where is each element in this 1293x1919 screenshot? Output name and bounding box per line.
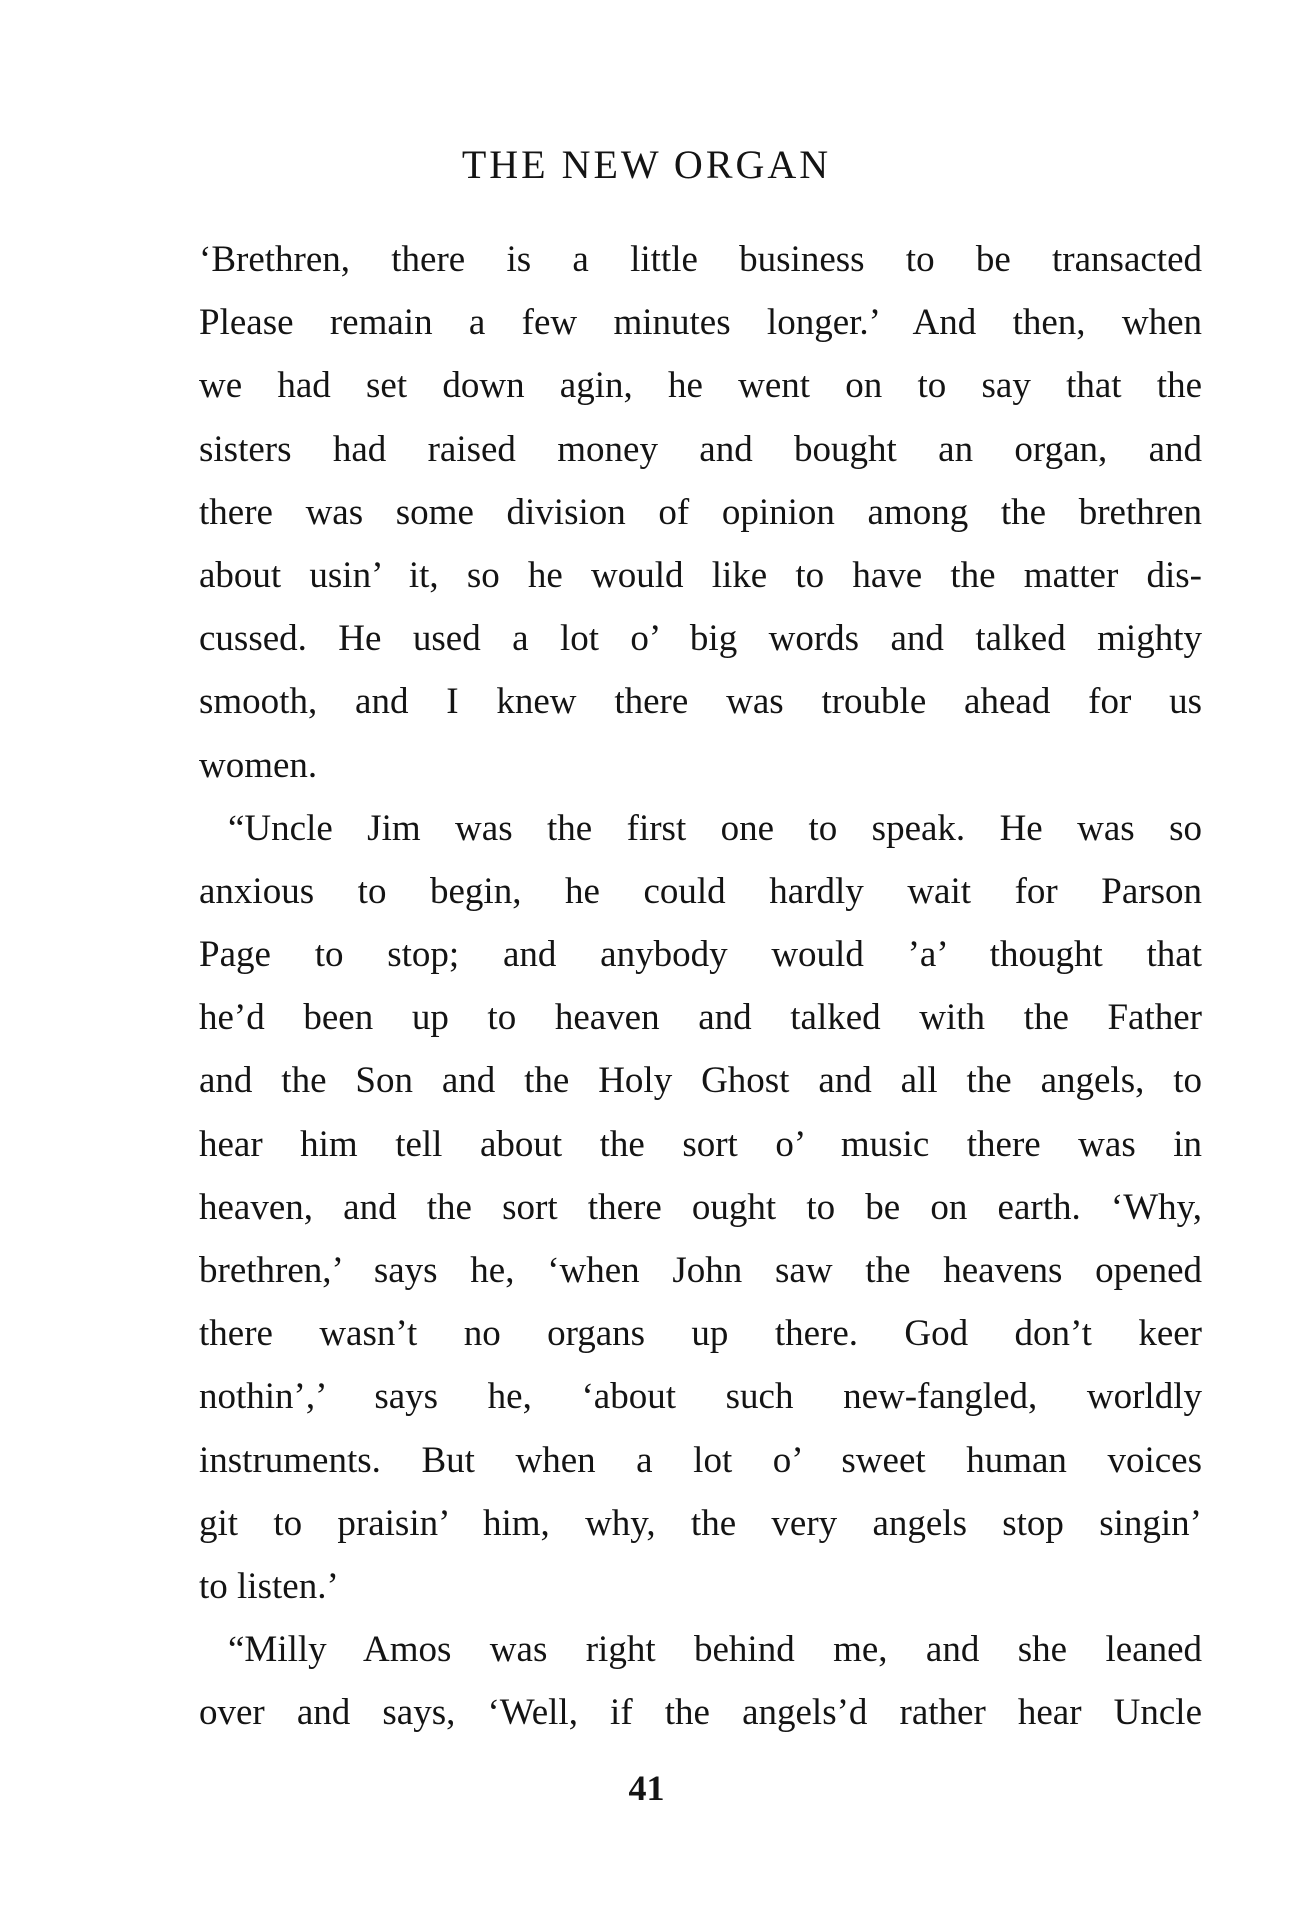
text-line: git to praisin’ him, why, the very angels stop singin’ [199,1502,1202,1544]
text-line: about usin’ it, so he would like to have the matter dis- [199,554,1202,596]
text-line: we had set down agin, he went on to say that the [199,365,1202,407]
text-line: there wasn’t no organs up there. God don’t keer [199,1313,1202,1355]
text-line: hear him tell about the sort o’ music there was in [199,1123,1202,1165]
text-line: instruments. But when a lot o’ sweet human voices [199,1439,1202,1481]
page-number: 41 [628,1768,665,1808]
text-line: sisters had raised money and bought an organ, and [199,428,1202,470]
text-line: to listen.’ [199,1565,339,1607]
running-title: THE NEW ORGAN [461,142,832,187]
text-line: anxious to begin, he could hardly wait for Parson [199,870,1202,912]
text-line: brethren,’ says he, ‘when John saw the heavens opened [199,1250,1202,1291]
body-text [199,228,1202,1745]
text-line: “Milly Amos was right behind me, and she leaned [228,1629,1202,1671]
text-line: “Uncle Jim was the first one to speak. He was so [228,807,1202,849]
text-line: smooth, and I knew there was trouble ahead for us [199,681,1202,723]
text-line: he’d been up to heaven and talked with the Father [199,997,1202,1039]
text-line: Page to stop; and anybody would ’a’ thought that [199,934,1202,976]
text-line: nothin’,’ says he, ‘about such new-fangled, worldly [199,1376,1202,1418]
text-line: heaven, and the sort there ought to be on earth. ‘Why, [199,1186,1202,1228]
text-line: over and says, ‘Well, if the angels’d rather hear Uncle [199,1692,1202,1734]
text-line: women. [199,744,318,786]
text-line: cussed. He used a lot o’ big words and talked mighty [199,618,1202,660]
text-line: ‘Brethren, there is a little business to be transacted [199,239,1202,280]
text-line: Please remain a few minutes longer.’ And then, when [199,302,1202,344]
text-line: there was some division of opinion among the brethren [199,491,1202,533]
text-line: and the Son and the Holy Ghost and all the angels, to [199,1060,1202,1102]
